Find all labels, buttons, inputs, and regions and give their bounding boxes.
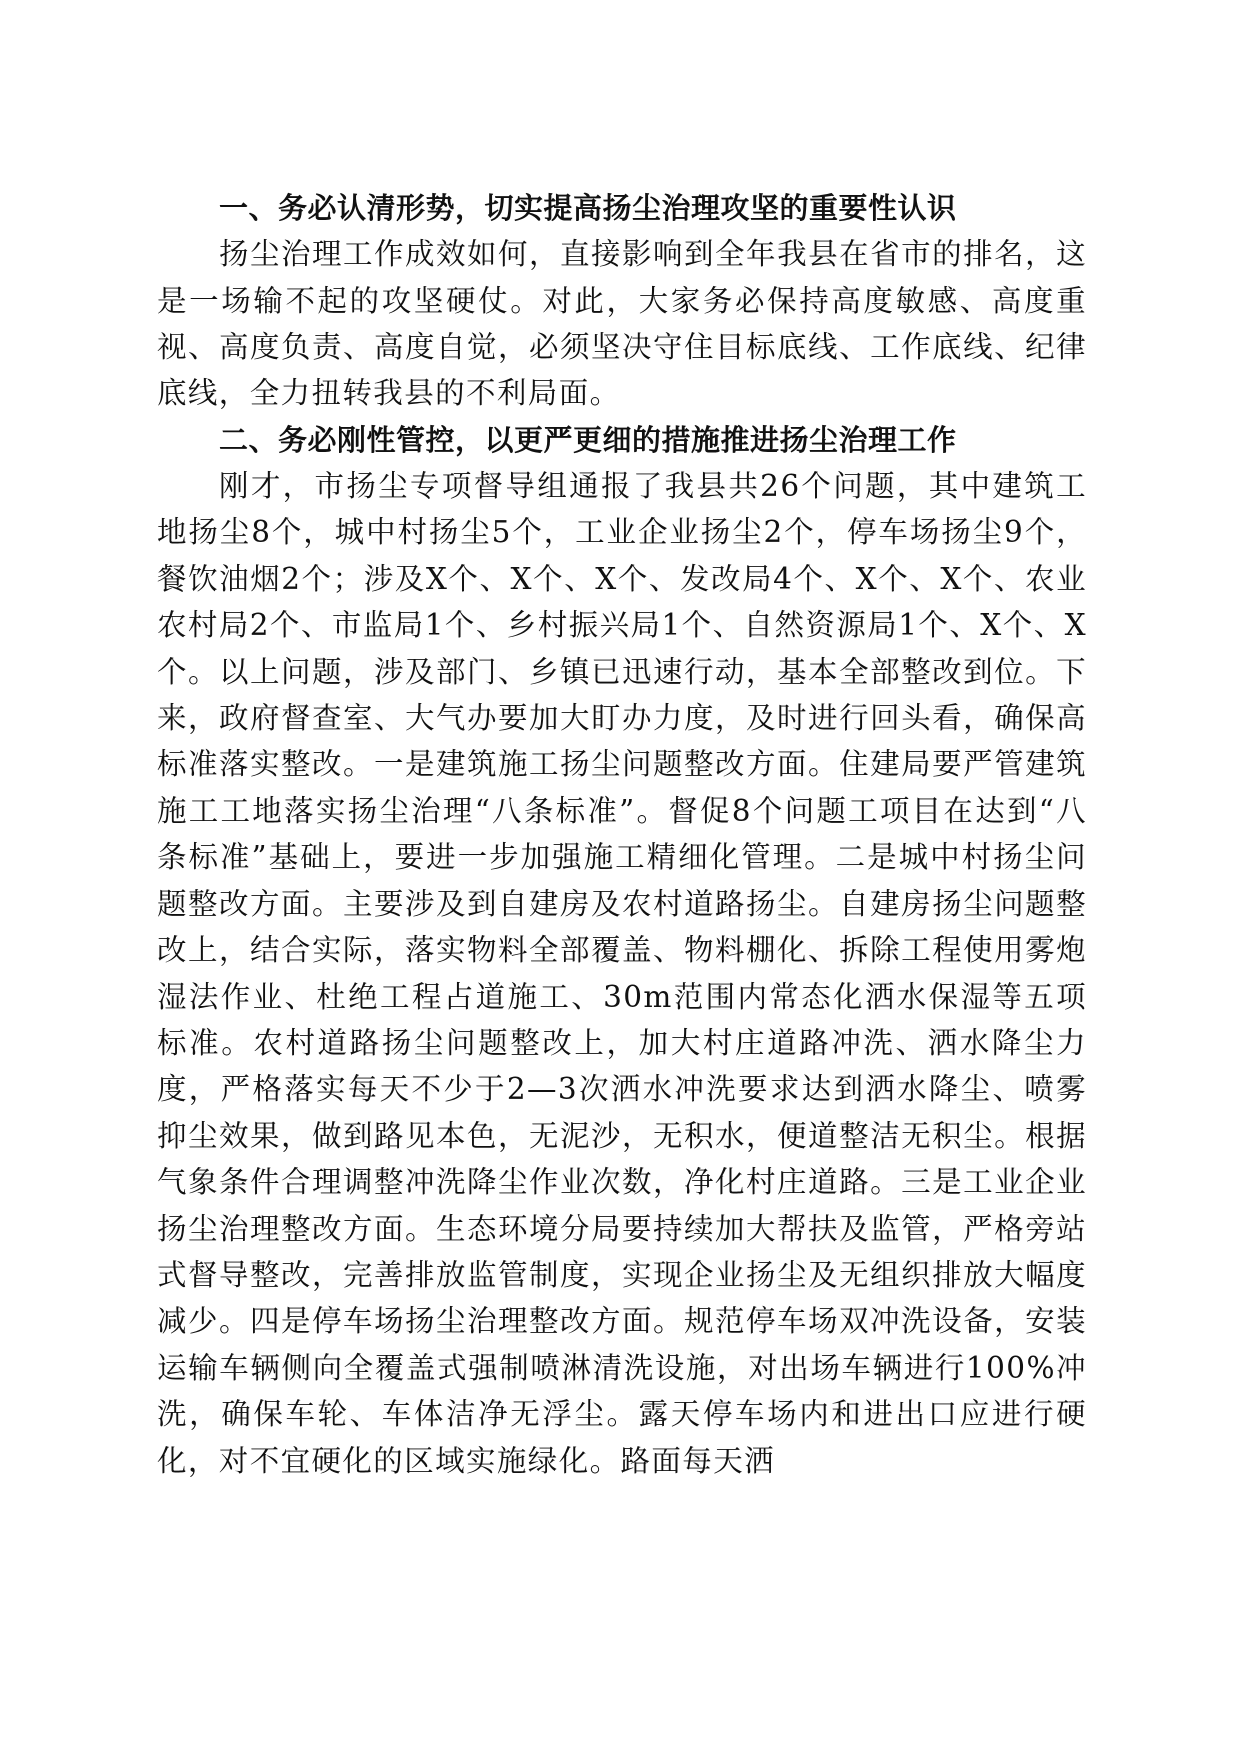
section-heading-2: 二、务必刚性管控，以更严更细的措施推进扬尘治理工作 bbox=[219, 422, 957, 457]
section-control bbox=[157, 417, 1087, 1484]
document-page bbox=[157, 185, 1087, 1484]
section-paragraph-2: 刚才，市扬尘专项督导组通报了我县共26个问题，其中建筑工地扬尘8个，城中村扬尘5个，工业企业扬尘2个，停车场扬尘9个，餐饮油烟2个；涉及X个、X个、X个、发改局4个、X个、X个、农业农村局2个、市监局1个、乡村振兴局1个、自然资源局1个、X个、X个。以上问题，涉及部门、乡镇已迅速行动，基本全部整改到位。下来，政府督查室、大气办要加大盯办力度，及时进行回头看，确保高标准落实整改。一是建筑施工扬尘问题整改方面。住建局要严管建筑施工工地落实扬尘治理“八条标准”。督促8个问题工项目在达到“八条标准”基础上，要进一步加强施工精细化管理。二是城中村扬尘问题整改方面。主要涉及到自建房及农村道路扬尘。自建房扬尘问题整改上，结合实际，落实物料全部覆盖、物料棚化、拆除工程使用雾炮湿法作业、杜绝工程占道施工、30m范围内常态化洒水保湿等五项标准。农村道路扬尘问题整改上，加大村庄道路冲洗、洒水降尘力度，严格落实每天不少于2—3次洒水冲洗要求达到洒水降尘、喷雾抑尘效果，做到路见本色，无泥沙，无积水，便道整洁无积尘。根据气象条件合理调整冲洗降尘作业次数，净化村庄道路。三是工业企业扬尘治理整改方面。生态环境分局要持续加大帮扶及监管，严格旁站式督导整改，完善排放监管制度，实现企业扬尘及无组织排放大幅度减少。四是停车场扬尘治理整改方面。规范停车场双冲洗设备，安装运输车辆侧向全覆盖式强制喷淋清洗设施，对出场车辆进行100%冲洗，确保车轮、车体洁净无浮尘。露天停车场内和进出口应进行硬化，对不宜硬化的区域实施绿化。路面每天洒 bbox=[157, 469, 1087, 1478]
section-situation bbox=[157, 185, 1087, 417]
section-heading-1: 一、务必认清形势，切实提高扬尘治理攻坚的重要性认识 bbox=[219, 191, 957, 225]
section-paragraph-1: 扬尘治理工作成效如何，直接影响到全年我县在省市的排名，这是一场输不起的攻坚硬仗。对此，大家务必保持高度敏感、高度重视、高度负责、高度自觉，必须坚决守住目标底线、工作底线、纪律底线，全力扭转我县的不利局面。 bbox=[157, 237, 1087, 411]
